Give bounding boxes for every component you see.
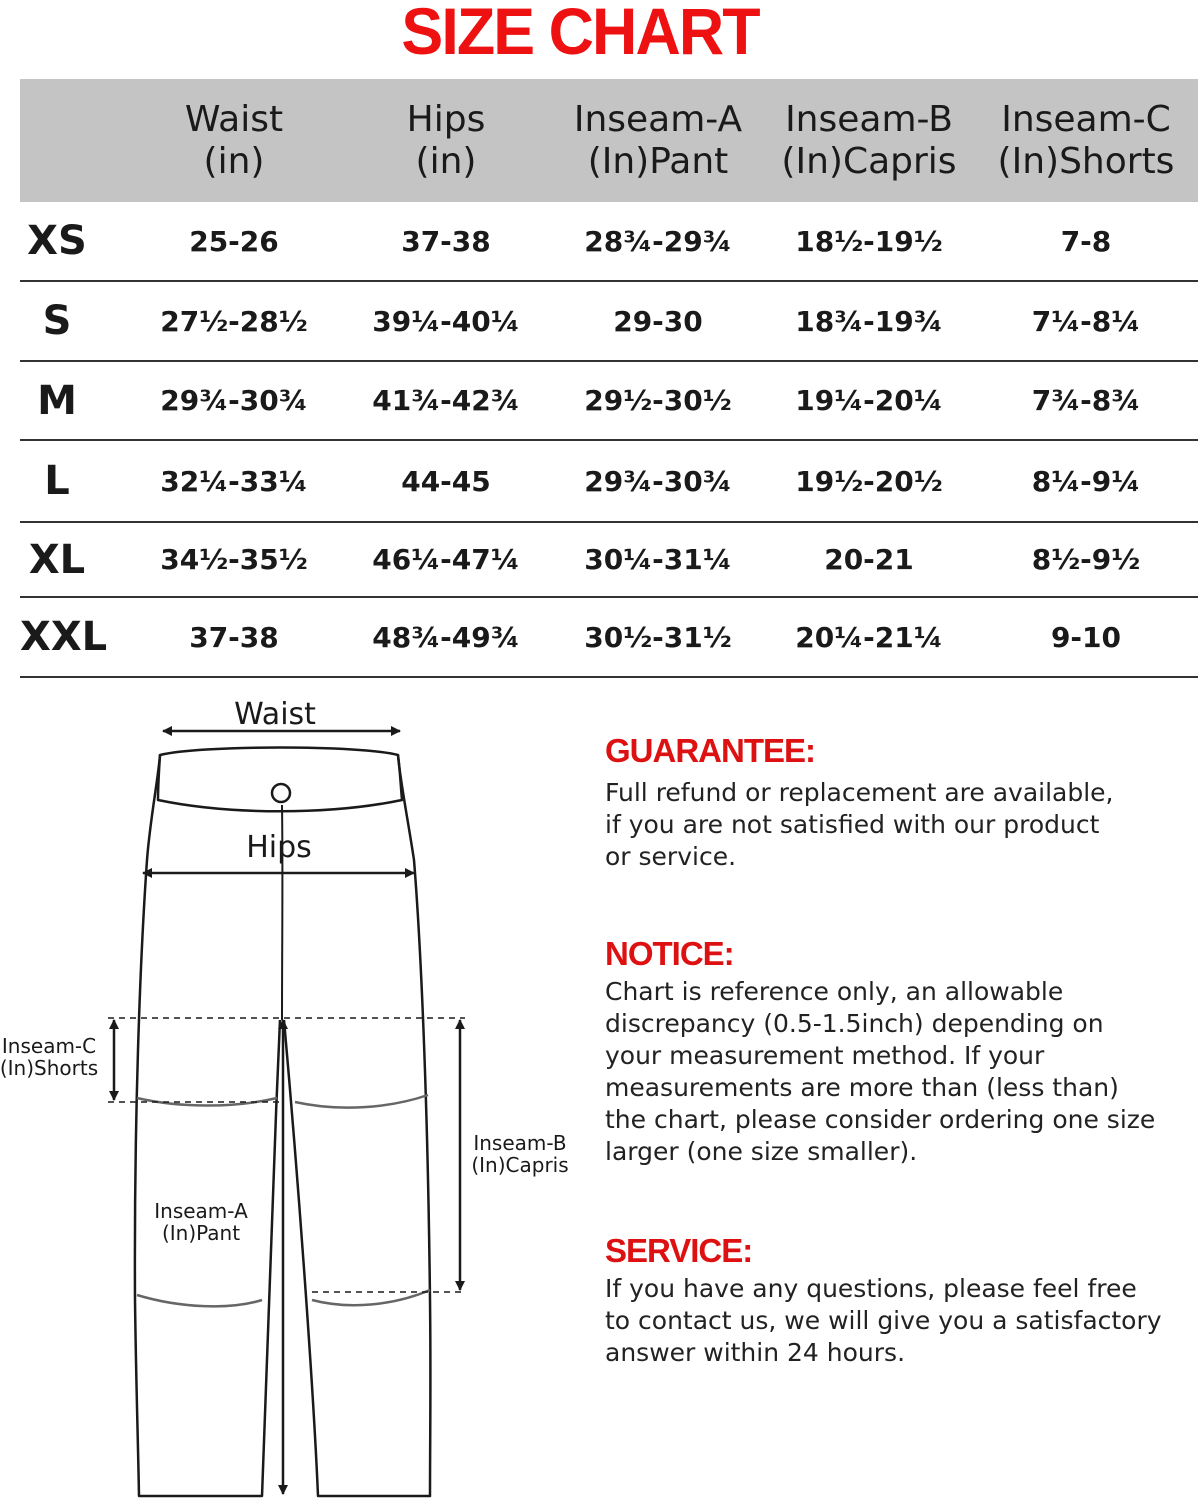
hips-cell: 48¾-49¾ (372, 620, 520, 654)
table-row (20, 281, 1198, 361)
header-inseam-b-line2: (In)Capris (781, 140, 957, 182)
inseam-b-cell: 18½-19½ (795, 224, 943, 258)
text-line: Chart is reference only, an allowable (605, 977, 1064, 1006)
button-icon (272, 784, 290, 802)
text-line: the chart, please consider ordering one size (605, 1105, 1156, 1134)
waist-label: Waist (234, 697, 316, 732)
inseam-a-cell: 29½-30½ (584, 384, 732, 417)
hips-label: Hips (246, 830, 312, 865)
waist-cell: 29¾-30¾ (160, 384, 308, 417)
text-line: discrepancy (0.5-1.5inch) depending on (605, 1009, 1104, 1038)
text-line: If you have any questions, please feel free (605, 1274, 1137, 1303)
header-size (20, 79, 128, 202)
notice-heading: NOTICE: (605, 935, 734, 972)
table-row (20, 440, 1198, 522)
waist-cell: 27½-28½ (160, 304, 308, 338)
inseam-b-label-line1: Inseam-B (473, 1131, 567, 1155)
header-waist-line1: Waist (184, 98, 284, 140)
waist-cell: 37-38 (189, 620, 279, 654)
guarantee-text (605, 777, 1165, 873)
pants-measurement-diagram (0, 690, 600, 1500)
inseam-a-cell: 30½-31½ (584, 620, 732, 654)
service-heading: SERVICE: (605, 1232, 753, 1269)
notice-text (605, 976, 1165, 1168)
inseam-a-cell: 28¾-29¾ (584, 224, 732, 258)
size-cell: XL (28, 536, 86, 583)
table-row (20, 361, 1198, 440)
inseam-a-label-line2: (In)Pant (161, 1221, 241, 1245)
inseam-c-label-line1: Inseam-C (1, 1034, 97, 1058)
hips-cell: 41¾-42¾ (372, 384, 520, 417)
inseam-c-cell: 8¼-9¼ (1031, 464, 1141, 498)
inseam-c-cell: 7¾-8¾ (1031, 384, 1141, 417)
size-cell: XXL (20, 614, 108, 660)
header-inseam-b-line1: Inseam-B (785, 98, 953, 140)
text-line: answer within 24 hours. (605, 1338, 906, 1367)
inseam-a-label-line1: Inseam-A (154, 1199, 248, 1223)
service-text (605, 1273, 1165, 1369)
text-line: Full refund or replacement are available, (605, 778, 1114, 807)
inseam-a-cell: 29¾-30¾ (584, 464, 732, 498)
text-line: to contact us, we will give you a satisfactory (605, 1306, 1162, 1335)
hips-cell: 39¼-40¼ (372, 304, 520, 338)
header-inseam-a-line2: (In)Pant (587, 140, 729, 182)
table-row (20, 522, 1198, 597)
table-row (20, 597, 1198, 677)
text-line: measurements are more than (less than) (605, 1073, 1119, 1102)
notice-section (605, 934, 1165, 1168)
hips-cell: 46¼-47¼ (372, 543, 520, 576)
header-inseam-b (764, 79, 974, 202)
text-line: larger (one size smaller). (605, 1137, 918, 1166)
inseam-c-label-line2: (In)Shorts (0, 1056, 99, 1080)
inseam-b-cell: 18¾-19¾ (795, 304, 943, 338)
inseam-a-cell: 30¼-31¼ (584, 543, 732, 576)
inseam-a-cell: 29-30 (613, 304, 703, 338)
size-cell: XS (27, 218, 87, 264)
inseam-b-cell: 19¼-20¼ (795, 384, 943, 417)
waist-cell: 34½-35½ (160, 543, 308, 576)
text-line: if you are not satisfied with our product (605, 810, 1100, 839)
size-chart-table (20, 79, 1198, 678)
header-hips-line1: Hips (406, 98, 486, 140)
text-line: or service. (605, 842, 737, 871)
table-header-row (20, 79, 1198, 202)
header-waist (128, 79, 340, 202)
size-cell: S (42, 298, 72, 344)
header-inseam-c-line1: Inseam-C (1001, 98, 1171, 140)
size-cell: L (44, 458, 70, 504)
inseam-b-cell: 20¼-21¼ (795, 620, 943, 654)
inseam-b-cell: 19½-20½ (795, 464, 943, 498)
header-inseam-a (552, 79, 764, 202)
hips-cell: 44-45 (401, 464, 491, 498)
page-title: SIZE CHART (401, 0, 759, 68)
header-hips-line2: (in) (415, 140, 477, 182)
text-line: your measurement method. If your (605, 1041, 1045, 1070)
inseam-b-cell: 20-21 (824, 543, 914, 576)
hips-cell: 37-38 (401, 224, 491, 258)
inseam-c-cell: 8½-9½ (1031, 543, 1141, 576)
service-section (605, 1231, 1165, 1369)
inseam-b-label-line2: (In)Capris (471, 1153, 569, 1177)
header-inseam-c (974, 79, 1198, 202)
guarantee-section (605, 731, 1165, 873)
header-inseam-a-line1: Inseam-A (573, 98, 743, 140)
header-waist-line2: (in) (203, 140, 265, 182)
inseam-c-cell: 7-8 (1060, 224, 1112, 258)
waist-cell: 25-26 (189, 224, 279, 258)
size-cell: M (37, 377, 77, 424)
table-row (20, 202, 1198, 281)
header-hips (340, 79, 552, 202)
guarantee-heading: GUARANTEE: (605, 732, 815, 769)
header-inseam-c-line2: (In)Shorts (997, 140, 1175, 182)
waist-cell: 32¼-33¼ (160, 464, 308, 498)
inseam-c-cell: 9-10 (1050, 620, 1122, 654)
inseam-c-cell: 7¼-8¼ (1031, 304, 1141, 338)
